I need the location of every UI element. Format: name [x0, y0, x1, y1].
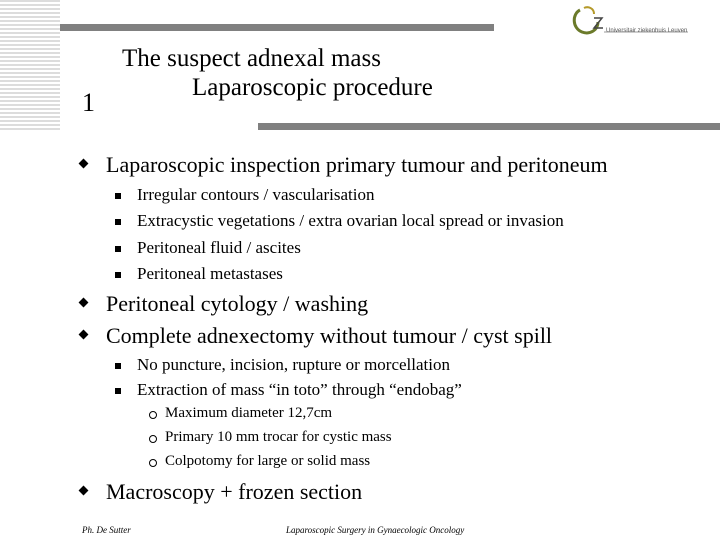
bullet-item: [106, 323, 552, 349]
diamond-bullet-icon: [79, 330, 89, 340]
square-bullet-icon: [115, 219, 121, 225]
bullet-text: Extraction of mass “in toto” through “endobag”: [137, 380, 462, 399]
decorative-stripes: [0, 0, 60, 132]
title-line-1: The suspect adnexal mass: [122, 45, 381, 72]
bullet-text: Maximum diameter 12,7cm: [165, 405, 333, 421]
sub-bullet-item: [137, 380, 462, 400]
footer-author: Ph. De Sutter: [82, 525, 131, 535]
bullet-item: [106, 479, 362, 505]
circle-bullet-icon: [149, 411, 157, 419]
square-bullet-icon: [115, 388, 121, 394]
sub-sub-bullet-item: [165, 429, 392, 446]
bullet-text: Peritoneal cytology / washing: [106, 291, 369, 316]
circle-bullet-icon: [149, 435, 157, 443]
bullet-item: [106, 152, 608, 178]
slide-number: 1: [82, 88, 95, 117]
title-divider-bar: [258, 123, 720, 130]
bullet-text: Macroscopy + frozen section: [106, 479, 363, 504]
circle-bullet-icon: [149, 459, 157, 467]
diamond-bullet-icon: [79, 486, 89, 496]
bullet-text: Extracystic vegetations / extra ovarian local spread or invasion: [137, 211, 564, 230]
diamond-bullet-icon: [79, 159, 89, 169]
square-bullet-icon: [115, 246, 121, 252]
top-divider-bar: [60, 24, 494, 31]
sub-bullet-item: [137, 264, 283, 284]
bullet-text: Laparoscopic inspection primary tumour and peritoneum: [106, 152, 608, 177]
bullet-text: Peritoneal fluid / ascites: [137, 238, 301, 257]
bullet-text: No puncture, incision, rupture or morcellation: [137, 355, 450, 374]
footer-course: Laparoscopic Surgery in Gynaecologic Oncology: [286, 525, 465, 535]
square-bullet-icon: [115, 193, 121, 199]
bullet-text: Primary 10 mm trocar for cystic mass: [165, 429, 392, 445]
title-line-2: Laparoscopic procedure: [192, 74, 433, 101]
square-bullet-icon: [115, 272, 121, 278]
logo-caption: Universitair ziekenhuis Leuven: [606, 28, 688, 34]
bullet-text: Complete adnexectomy without tumour / cyst spill: [106, 323, 553, 348]
sub-bullet-item: [137, 355, 450, 375]
bullet-text: Colpotomy for large or solid mass: [165, 453, 371, 469]
sub-bullet-item: [137, 211, 564, 231]
square-bullet-icon: [115, 363, 121, 369]
diamond-bullet-icon: [79, 298, 89, 308]
sub-sub-bullet-item: [165, 405, 332, 422]
bullet-item: [106, 291, 368, 317]
sub-sub-bullet-item: [165, 453, 370, 470]
slide-title: [120, 44, 520, 102]
bullet-text: Peritoneal metastases: [137, 264, 283, 283]
sub-bullet-item: [137, 185, 374, 205]
sub-bullet-item: [137, 238, 301, 258]
bullet-text: Irregular contours / vascularisation: [137, 185, 375, 204]
